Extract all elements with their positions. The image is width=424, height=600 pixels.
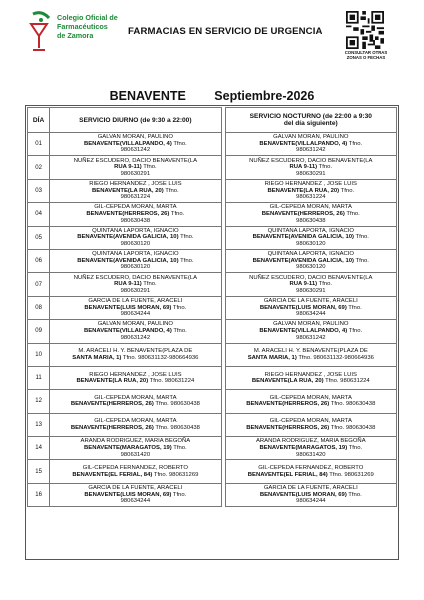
pharmacy-address: RUA 9-11) <box>114 281 142 288</box>
table-row <box>28 366 397 389</box>
night-service-cell <box>225 296 396 319</box>
table-row <box>28 343 397 366</box>
month-name: Septiembre-2026 <box>214 89 315 103</box>
phone-number: 980631224 <box>296 194 326 201</box>
table-row <box>28 203 397 226</box>
table-row <box>28 179 397 202</box>
day-cell: 04 <box>28 203 50 226</box>
table-header-row <box>28 108 397 133</box>
pharmacist-name: GIL-CEPEDA MORAN, MARTA <box>94 394 177 401</box>
table-row <box>28 156 397 179</box>
table-body <box>28 133 397 507</box>
phone-number: 980630291 <box>120 170 151 177</box>
college-logo <box>27 10 137 60</box>
table-row <box>28 320 397 343</box>
phone-label: Tfno. 980631269 <box>152 471 199 478</box>
day-service-cell <box>50 413 221 436</box>
pharmacist-name: RIEGO HERNANDEZ , JOSE LUIS <box>264 371 357 378</box>
table-row <box>28 483 397 506</box>
phone-label: Tfno. 980631269 <box>327 471 374 478</box>
pharmacist-name: GIL-CEPEDA MORAN, MARTA <box>269 204 352 211</box>
pharmacy-address: BENAVENTE(MARAGATOS, 19) <box>84 444 172 451</box>
phone-number: 980630120 <box>120 264 151 271</box>
phone-label: Tfno. <box>171 140 187 147</box>
phone-number: 980634244 <box>296 498 326 505</box>
phone-number: 980631224 <box>120 194 151 201</box>
pharmacist-name: QUINTANA LAPORTA, IGNACIO <box>267 227 354 234</box>
night-service-cell <box>225 249 396 272</box>
pharmacy-address: BENAVENTE(LUIS MORAN, 69) <box>259 491 347 498</box>
phone-label: Tfno. <box>353 257 369 264</box>
phone-number: 980631420 <box>120 451 151 458</box>
phone-number: 980631242 <box>296 334 326 341</box>
phone-label: Tfno. <box>317 281 333 288</box>
night-service-cell <box>225 390 396 413</box>
pharmacist-name: GIL-CEPEDA MORAN, MARTA <box>269 418 352 425</box>
night-service-cell <box>225 133 396 156</box>
pharmacist-name: GIL-CEPEDA FERNANDEZ, ROBERTO <box>258 465 364 472</box>
pharmacy-address: BENAVENTE(VILLALPANDO, 4) <box>259 140 348 147</box>
day-service-cell <box>50 343 221 366</box>
day-cell: 07 <box>28 273 50 296</box>
pharmacy-address: BENAVENTE(LUIS MORAN, 69) <box>259 304 347 311</box>
phone-number: 980630120 <box>296 264 326 271</box>
phone-number: 980630120 <box>120 241 151 248</box>
night-service-cell <box>225 483 396 506</box>
phone-number: 980631420 <box>296 451 326 458</box>
pharmacy-address: BENAVENTE(LA RUA, 20) <box>267 187 340 194</box>
table-row <box>28 133 397 156</box>
day-cell: 02 <box>28 156 50 179</box>
pharmacy-address: BENAVENTE(LUIS MORAN, 69) <box>84 304 172 311</box>
table-row <box>28 249 397 272</box>
night-service-cell <box>225 203 396 226</box>
day-cell: 09 <box>28 320 50 343</box>
town-name: BENAVENTE <box>109 89 186 103</box>
pharmacy-address: BENAVENTE(VILLALPANDO, 4) <box>83 328 172 335</box>
day-cell: 06 <box>28 249 50 272</box>
phone-number: 980630438 <box>120 217 151 224</box>
caduceus-cup-icon <box>27 10 57 58</box>
phone-label: Tfno. <box>169 211 185 218</box>
table-row <box>28 437 397 460</box>
pharmacy-address: BENAVENTE(AVENIDA GALICIA, 10) <box>77 234 179 241</box>
pharmacist-name: GIL-CEPEDA MORAN, MARTA <box>94 204 177 211</box>
day-cell: 01 <box>28 133 50 156</box>
phone-label: Tfno. <box>163 187 179 194</box>
pharmacy-address: RUA 9-11) <box>289 281 318 288</box>
day-cell: 14 <box>28 437 50 460</box>
table-row <box>28 226 397 249</box>
day-service-cell <box>50 320 221 343</box>
pharmacy-address: BENAVENTE(MARAGATOS, 19) <box>259 444 348 451</box>
night-header-line: del día siguiente) <box>283 120 338 127</box>
night-service-cell <box>225 273 396 296</box>
pharmacist-name: RIEGO HERNANDEZ , JOSE LUIS <box>89 371 182 378</box>
night-service-cell <box>225 226 396 249</box>
phone-label: Tfno. <box>171 328 187 335</box>
phone-label: Tfno. 980630438 <box>329 424 376 431</box>
phone-label: Tfno. <box>346 491 362 498</box>
phone-label: Tfno. <box>171 444 187 451</box>
pharmacist-name: QUINTANA LAPORTA, IGNACIO <box>92 251 179 258</box>
pharmacy-address: BENAVENTE(AVENIDA GALICIA, 10) <box>252 257 354 264</box>
pharmacist-name: GIL-CEPEDA MORAN, MARTA <box>269 394 352 401</box>
phone-label: Tfno. 980631224 <box>323 378 370 385</box>
pharmacy-address: SANTA MARIA, 1) <box>247 354 297 361</box>
phone-number: 980630438 <box>296 217 326 224</box>
pharmacist-name: GIL-CEPEDA MORAN, MARTA <box>94 418 177 425</box>
night-header-line: SERVICIO NOCTURNO (de 22:00 a 9:30 <box>249 113 372 120</box>
pharmacist-name: RIEGO HERNANDEZ , JOSE LUIS <box>264 181 357 188</box>
phone-label: Tfno. 980631132-980664936 <box>296 354 374 361</box>
day-service-cell <box>50 273 221 296</box>
pharmacist-name: GALVAN MORAN, PAULINO <box>273 134 349 141</box>
phone-label: Tfno. <box>347 444 363 451</box>
phone-label: Tfno. <box>317 164 333 171</box>
pharmacy-address: BENAVENTE(VILLALPANDO, 4) <box>259 328 348 335</box>
phone-label: Tfno. <box>178 257 194 264</box>
phone-number: 980634244 <box>120 498 151 505</box>
day-service-cell <box>50 179 221 202</box>
table-row <box>28 413 397 436</box>
night-service-cell <box>225 156 396 179</box>
pharmacist-name: GALVAN MORAN, PAULINO <box>97 134 174 141</box>
pharmacy-address: BENAVENTE(EL FERIAL, 84) <box>72 471 153 478</box>
day-service-cell <box>50 483 221 506</box>
pharmacist-name: NUÑEZ ESCUDERO, DACIO BENAVENTE(LA <box>249 157 373 164</box>
pharmacy-address: BENAVENTE(LA RUA, 20) <box>92 187 164 194</box>
day-cell: 15 <box>28 460 50 483</box>
pharmacy-address: BENAVENTE(HERREROS, 26) <box>86 211 170 218</box>
page-header <box>0 0 424 70</box>
day-cell: 03 <box>28 179 50 202</box>
night-service-cell <box>225 320 396 343</box>
pharmacist-name: RIEGO HERNANDEZ , JOSE LUIS <box>89 181 182 188</box>
pharmacist-name: NUÑEZ ESCUDERO, DACIO BENAVENTE(LA <box>73 274 198 281</box>
pharmacy-address: RUA 9-11) <box>114 164 142 171</box>
pharmacist-name: M. ARACELI H. Y. BENAVENTE(PLAZA DE <box>253 348 368 355</box>
day-cell: 05 <box>28 226 50 249</box>
phone-label: Tfno. 980630438 <box>153 401 200 408</box>
logo-text <box>57 13 118 40</box>
phone-number: 980630120 <box>296 241 326 248</box>
phone-label: Tfno. <box>347 140 363 147</box>
day-cell: 12 <box>28 390 50 413</box>
night-service-cell <box>225 343 396 366</box>
day-service-cell <box>50 366 221 389</box>
logo-line: de Zamora <box>57 31 94 40</box>
table-row <box>28 390 397 413</box>
pharmacist-name: ARANDA RODRIGUEZ, MARIA BEGOÑA <box>255 438 366 445</box>
pharmacist-name: QUINTANA LAPORTA, IGNACIO <box>267 251 354 258</box>
phone-label: Tfno. <box>353 234 369 241</box>
phone-label: Tfno. <box>141 164 157 171</box>
pharmacy-address: BENAVENTE(AVENIDA GALICIA, 10) <box>252 234 354 241</box>
pharmacist-name: GARCIA DE LA FUENTE, ARACELI <box>263 298 358 305</box>
document-title: FARMACIAS EN SERVICIO DE URGENCIA <box>128 26 323 37</box>
subtitle <box>0 87 424 105</box>
pharmacist-name: GIL-CEPEDA FERNANDEZ, ROBERTO <box>82 465 188 472</box>
day-service-cell <box>50 460 221 483</box>
pharmacist-name: GARCIA DE LA FUENTE, ARACELI <box>88 298 183 305</box>
pharmacy-address: BENAVENTE(HERREROS, 26) <box>70 424 154 431</box>
pharmacy-address: BENAVENTE(VILLALPANDO, 4) <box>83 140 172 147</box>
phone-number: 980634244 <box>120 311 151 318</box>
pharmacist-name: ARANDA RODRIGUEZ, MARIA BEGOÑA <box>80 438 191 445</box>
day-cell: 13 <box>28 413 50 436</box>
phone-label: Tfno. <box>171 491 187 498</box>
pharmacy-address: BENAVENTE(EL FERIAL, 84) <box>247 471 328 478</box>
column-header-day-service: SERVICIO DIURNO (de 9:30 a 22:00) <box>50 108 221 133</box>
pharmacy-address: BENAVENTE(AVENIDA GALICIA, 10) <box>77 257 179 264</box>
pharmacy-address: BENAVENTE(LUIS MORAN, 69) <box>84 491 172 498</box>
table-row <box>28 460 397 483</box>
qr-code[interactable] <box>346 11 384 49</box>
phone-label: Tfno. 980631224 <box>148 378 195 385</box>
pharmacist-name: GALVAN MORAN, PAULINO <box>97 321 174 328</box>
pharmacist-name: QUINTANA LAPORTA, IGNACIO <box>92 227 179 234</box>
day-cell: 08 <box>28 296 50 319</box>
phone-label: Tfno. <box>339 187 355 194</box>
day-service-cell <box>50 203 221 226</box>
phone-number: 980630291 <box>296 287 326 294</box>
day-service-cell <box>50 133 221 156</box>
pharmacist-name: GARCIA DE LA FUENTE, ARACELI <box>263 485 358 492</box>
phone-label: Tfno. 980630438 <box>153 424 200 431</box>
phone-label: Tfno. <box>171 304 187 311</box>
logo-line: Colegio Oficial de <box>57 13 118 22</box>
day-cell: 11 <box>28 366 50 389</box>
phone-label: Tfno. <box>346 304 362 311</box>
qr-caption <box>336 50 396 60</box>
phone-label: Tfno. 980631132-980664936 <box>121 354 199 361</box>
pharmacy-address: BENAVENTE(HERREROS, 26) <box>246 401 330 408</box>
pharmacy-address: BENAVENTE(HERREROS, 26) <box>261 211 345 218</box>
pharmacist-name: M. ARACELI H. Y. BENAVENTE(PLAZA DE <box>78 348 193 355</box>
day-cell: 10 <box>28 343 50 366</box>
qr-caption-line: CONSULTAR OTRAS <box>344 50 388 55</box>
day-service-cell <box>50 156 221 179</box>
pharmacy-address: SANTA MARIA, 1) <box>72 354 122 361</box>
day-service-cell <box>50 437 221 460</box>
phone-label: Tfno. <box>141 281 157 288</box>
pharmacy-address: BENAVENTE(LA RUA, 20) <box>76 378 149 385</box>
phone-label: Tfno. <box>347 328 363 335</box>
table-row <box>28 296 397 319</box>
schedule-table <box>27 107 397 507</box>
phone-number: 980631242 <box>296 147 326 154</box>
pharmacy-address: BENAVENTE(HERREROS, 26) <box>246 424 330 431</box>
table-row <box>28 273 397 296</box>
night-service-cell <box>225 366 396 389</box>
column-header-day: DÍA <box>28 108 50 133</box>
phone-number: 980631242 <box>120 334 151 341</box>
night-service-cell <box>225 437 396 460</box>
day-service-cell <box>50 226 221 249</box>
column-header-night-service <box>225 108 396 133</box>
pharmacist-name: GALVAN MORAN, PAULINO <box>273 321 349 328</box>
pharmacy-address: RUA 9-11) <box>289 164 318 171</box>
night-service-cell <box>225 460 396 483</box>
phone-label: Tfno. <box>178 234 194 241</box>
phone-label: Tfno. <box>344 211 360 218</box>
night-service-cell <box>225 413 396 436</box>
phone-number: 980634244 <box>296 311 326 318</box>
pharmacy-address: BENAVENTE(HERREROS, 26) <box>70 401 154 408</box>
day-cell: 16 <box>28 483 50 506</box>
logo-line: Farmacéuticos <box>57 22 108 31</box>
pharmacist-name: GARCIA DE LA FUENTE, ARACELI <box>88 485 183 492</box>
pharmacist-name: NUÑEZ ESCUDERO, DACIO BENAVENTE(LA <box>73 157 198 164</box>
day-service-cell <box>50 249 221 272</box>
phone-number: 980630291 <box>120 287 151 294</box>
day-service-cell <box>50 296 221 319</box>
night-service-cell <box>225 179 396 202</box>
phone-label: Tfno. 980630438 <box>329 401 376 408</box>
pharmacist-name: NUÑEZ ESCUDERO, DACIO BENAVENTE(LA <box>249 274 373 281</box>
phone-number: 980630291 <box>296 170 326 177</box>
day-service-cell <box>50 390 221 413</box>
pharmacy-address: BENAVENTE(LA RUA, 20) <box>251 378 324 385</box>
qr-caption-line: ZONAS O FECHAS <box>346 55 386 60</box>
phone-number: 980631242 <box>120 147 151 154</box>
